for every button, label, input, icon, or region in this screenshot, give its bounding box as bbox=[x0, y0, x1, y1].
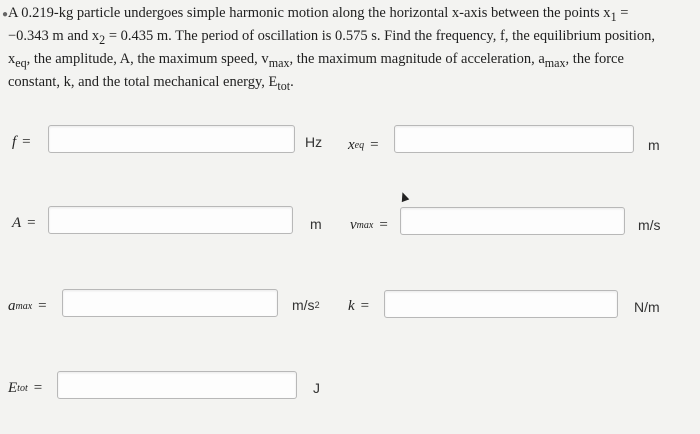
equals-sign: = bbox=[22, 133, 31, 150]
problem-text-6: , the force constant, k, and the total mechanical energy, E bbox=[8, 50, 624, 90]
problem-text-5: , the maximum magnitude of acceleration, a bbox=[289, 50, 545, 67]
vmax-subscript: max bbox=[268, 55, 290, 70]
problem-statement bbox=[2, 4, 668, 96]
symbol-k: k bbox=[348, 297, 355, 314]
problem-text-4: , the amplitude, A, the maximum speed, v bbox=[26, 50, 269, 67]
symbol-amax-sub: max bbox=[15, 300, 33, 312]
unit-amplitude: m bbox=[310, 216, 322, 232]
amax-subscript: max bbox=[544, 55, 566, 70]
symbol-v: v bbox=[350, 216, 357, 233]
unit-force-constant: N/m bbox=[634, 299, 660, 315]
label-frequency bbox=[12, 127, 31, 157]
unit-max-acceleration-exponent: 2 bbox=[314, 300, 320, 310]
equals-sign: = bbox=[27, 214, 36, 231]
symbol-E: E bbox=[8, 379, 18, 396]
label-total-energy bbox=[8, 373, 42, 403]
xeq-subscript: eq bbox=[15, 55, 27, 70]
force-constant-input[interactable] bbox=[384, 290, 618, 318]
x2-subscript: 2 bbox=[99, 32, 106, 47]
unit-total-energy: J bbox=[313, 380, 320, 396]
label-force-constant bbox=[348, 291, 369, 321]
max-acceleration-input[interactable] bbox=[62, 289, 278, 317]
bullet-icon: ● bbox=[2, 9, 9, 20]
symbol-a: a bbox=[8, 297, 16, 314]
frequency-input[interactable] bbox=[48, 125, 295, 153]
symbol-f: f bbox=[12, 133, 17, 150]
problem-text-end: . bbox=[290, 73, 294, 90]
label-max-speed bbox=[350, 210, 388, 240]
total-energy-input[interactable] bbox=[57, 371, 297, 399]
label-amplitude bbox=[12, 208, 36, 238]
equals-sign: = bbox=[38, 297, 47, 314]
equals-sign: = bbox=[33, 379, 43, 396]
unit-max-speed: m/s bbox=[638, 217, 661, 233]
label-equilibrium bbox=[348, 130, 379, 160]
equals-sign: = bbox=[360, 297, 370, 314]
problem-text-3: = 0.435 m. The period of oscillation is 0.575 s. Find the frequency, f, the equilibrium position, x bbox=[8, 27, 656, 67]
unit-equilibrium: m bbox=[648, 137, 660, 153]
equals-sign: = bbox=[370, 136, 379, 153]
symbol-x: x bbox=[348, 136, 355, 153]
unit-frequency: Hz bbox=[305, 134, 323, 150]
label-max-acceleration bbox=[8, 291, 47, 321]
symbol-A: A bbox=[12, 214, 22, 231]
symbol-etot-sub: tot bbox=[17, 382, 28, 394]
problem-text-2: = −0.343 m and x bbox=[8, 5, 629, 44]
equals-sign: = bbox=[379, 216, 388, 233]
unit-max-acceleration bbox=[292, 290, 320, 320]
problem-text-1: A 0.219-kg particle undergoes simple harmonic motion along the horizontal x-axis between the points x bbox=[8, 5, 611, 21]
amplitude-input[interactable] bbox=[48, 206, 293, 234]
etot-subscript: tot bbox=[277, 78, 291, 93]
unit-max-acceleration-base: m/s bbox=[292, 297, 315, 313]
max-speed-input[interactable] bbox=[400, 207, 625, 235]
symbol-xeq-sub: eq bbox=[354, 139, 365, 151]
equilibrium-position-input[interactable] bbox=[394, 125, 634, 153]
mouse-cursor-icon bbox=[399, 191, 410, 202]
symbol-vmax-sub: max bbox=[356, 219, 374, 231]
x1-subscript: 1 bbox=[610, 9, 617, 24]
